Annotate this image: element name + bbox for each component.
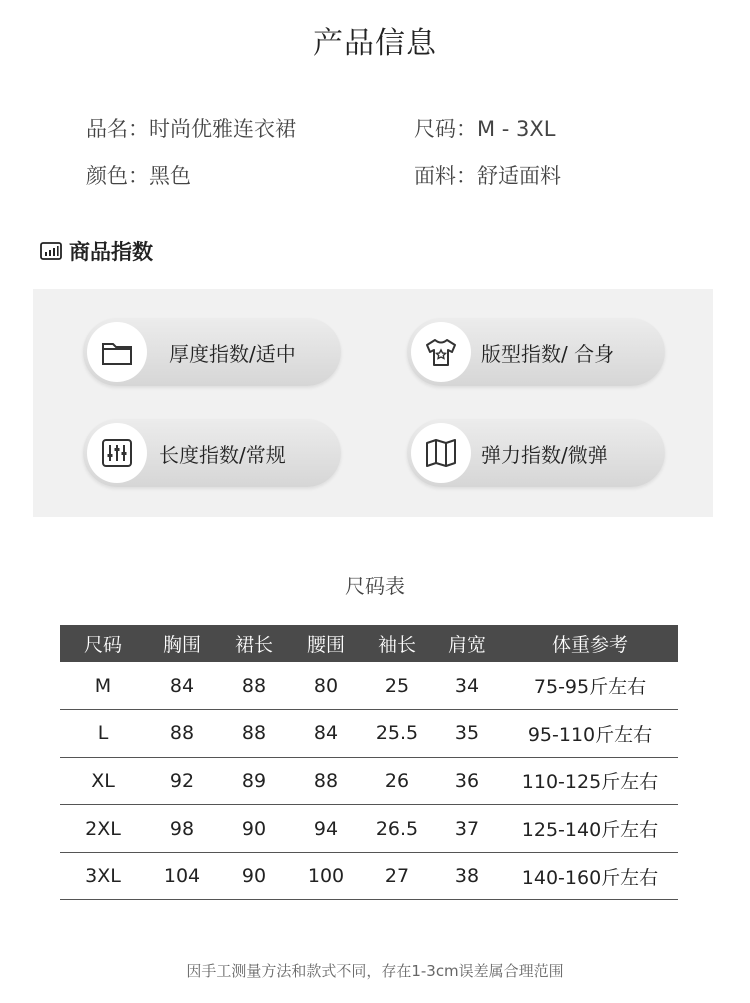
table-cell: 38 xyxy=(432,852,502,900)
table-cell: 125-140斤左右 xyxy=(502,805,678,853)
table-cell: 25 xyxy=(362,662,432,710)
table-cell: 25.5 xyxy=(362,710,432,758)
header-shoulder: 肩宽 xyxy=(432,625,502,662)
table-cell: 84 xyxy=(290,710,362,758)
table-cell: 34 xyxy=(432,662,502,710)
folder-icon xyxy=(98,333,136,371)
table-cell: 88 xyxy=(290,757,362,805)
header-sleeve: 袖长 xyxy=(362,625,432,662)
map-fold-icon xyxy=(422,434,460,472)
table-cell: 84 xyxy=(146,662,218,710)
table-cell: 3XL xyxy=(60,852,146,900)
sliders-icon-holder xyxy=(87,423,147,483)
table-cell: 26 xyxy=(362,757,432,805)
table-cell: XL xyxy=(60,757,146,805)
table-cell: 100 xyxy=(290,852,362,900)
table-row xyxy=(60,805,678,853)
header-bust: 胸围 xyxy=(146,625,218,662)
table-cell: 104 xyxy=(146,852,218,900)
table-header-row xyxy=(60,625,678,662)
table-cell: 36 xyxy=(432,757,502,805)
table-cell: 89 xyxy=(218,757,290,805)
size-table-caption: 尺码表 xyxy=(345,574,405,598)
table-cell: 95-110斤左右 xyxy=(502,710,678,758)
table-row xyxy=(60,757,678,805)
index-heading xyxy=(40,236,153,266)
table-cell: 140-160斤左右 xyxy=(502,852,678,900)
index-item-label: 长度指数/常规 xyxy=(159,443,286,467)
index-heading-text: 商品指数 xyxy=(69,240,153,264)
header-weight: 体重参考 xyxy=(502,625,678,662)
table-cell: 88 xyxy=(218,662,290,710)
measurement-footnote: 因手工测量方法和款式不同，存在1-3cm误差属合理范围 xyxy=(186,962,564,980)
index-item-label: 厚度指数/适中 xyxy=(169,342,296,366)
table-cell: 80 xyxy=(290,662,362,710)
index-item-length xyxy=(83,419,341,487)
index-panel xyxy=(33,289,713,517)
table-cell: 26.5 xyxy=(362,805,432,853)
table-cell: 2XL xyxy=(60,805,146,853)
table-cell: 90 xyxy=(218,805,290,853)
product-fabric: 面料：舒适面料 xyxy=(414,164,561,188)
table-row xyxy=(60,852,678,900)
table-cell: 88 xyxy=(146,710,218,758)
header-dress-length: 裙长 xyxy=(218,625,290,662)
index-item-thickness xyxy=(83,318,341,386)
product-name: 品名：时尚优雅连衣裙 xyxy=(86,117,296,141)
size-table xyxy=(60,625,678,900)
table-cell: 110-125斤左右 xyxy=(502,757,678,805)
table-cell: 37 xyxy=(432,805,502,853)
table-cell: M xyxy=(60,662,146,710)
product-size-range: 尺码：M - 3XL xyxy=(414,117,556,141)
header-size: 尺码 xyxy=(60,625,146,662)
table-cell: 90 xyxy=(218,852,290,900)
table-row xyxy=(60,710,678,758)
table-cell: 94 xyxy=(290,805,362,853)
index-item-label: 弹力指数/微弹 xyxy=(481,443,608,467)
signal-bars-icon xyxy=(40,242,62,260)
index-item-label: 版型指数/ 合身 xyxy=(481,342,615,366)
table-cell: L xyxy=(60,710,146,758)
sliders-icon xyxy=(98,434,136,472)
tshirt-icon xyxy=(422,333,460,371)
product-color: 颜色：黑色 xyxy=(86,164,191,188)
table-cell: 75-95斤左右 xyxy=(502,662,678,710)
table-cell: 98 xyxy=(146,805,218,853)
table-cell: 88 xyxy=(218,710,290,758)
index-item-elasticity xyxy=(407,419,665,487)
map-fold-icon-holder xyxy=(411,423,471,483)
page-title: 产品信息 xyxy=(313,26,437,61)
header-waist: 腰围 xyxy=(290,625,362,662)
table-row xyxy=(60,662,678,710)
folder-icon-holder xyxy=(87,322,147,382)
index-item-fit xyxy=(407,318,665,386)
table-cell: 35 xyxy=(432,710,502,758)
table-cell: 27 xyxy=(362,852,432,900)
table-cell: 92 xyxy=(146,757,218,805)
tshirt-icon-holder xyxy=(411,322,471,382)
